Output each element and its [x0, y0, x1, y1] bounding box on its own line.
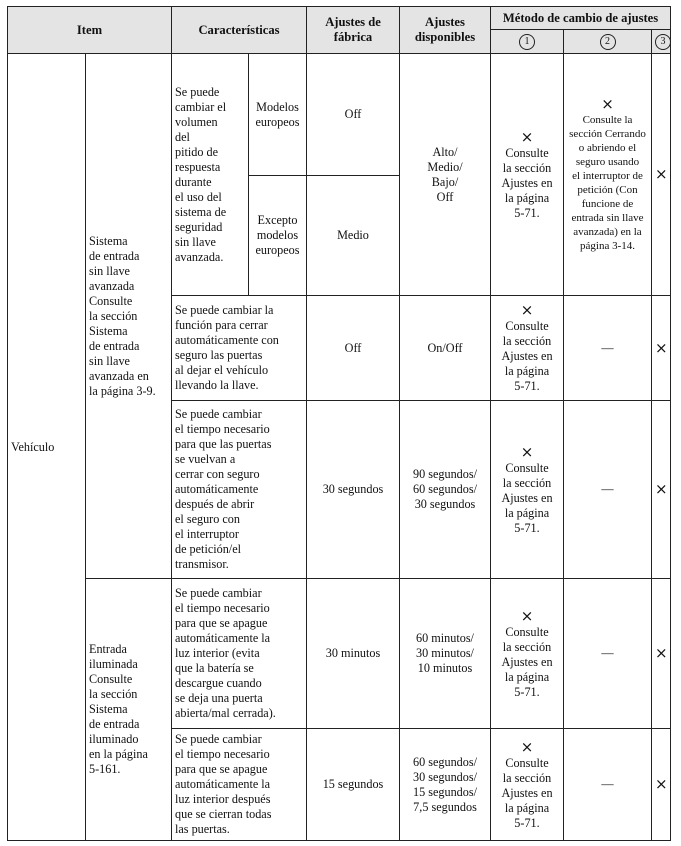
group-entrada-iluminada: Entrada iluminada Consulte la sección Sistema de entrada iluminado en la página 5-161.: [86, 579, 172, 841]
r1-m2-text: Consulte la sección Cerrando o abriendo el seguro usando el interruptor de petición (Con funcione de entrada sin llave avanzada) en la página 3-14.: [569, 114, 646, 252]
header-method-2: [564, 30, 652, 54]
circled-number-3: 3: [655, 34, 671, 50]
cross-mark-icon: ×: [655, 338, 668, 357]
r5-disponibles: 60 segundos/ 30 segundos/ 15 segundos/ 7,5 segundos: [400, 729, 491, 841]
r5-caracteristica: Se puede cambiar el tiempo necesario para que se apague automáticamente la luz interior después que se cierran todas las puertas.: [172, 729, 307, 841]
cross-mark-icon: ×: [655, 644, 668, 662]
r3-m1-text: Consulte la sección Ajustes en la página 5-71.: [501, 460, 553, 535]
header-method-1: [491, 30, 564, 54]
group-sistema-entrada: Sistema de entrada sin llave avanzada Consulte la sección Sistema de entrada sin llave avanzada en la página 3-9.: [86, 54, 172, 579]
header-ajustes-disponibles: Ajustes disponibles: [400, 7, 491, 54]
r2-method-1: [491, 296, 564, 401]
r4-fabrica: 30 minutos: [307, 579, 400, 729]
header-item: Item: [8, 7, 172, 54]
cross-mark-icon: ×: [655, 165, 668, 183]
r3-method-3: [652, 401, 671, 579]
cross-mark-icon: ×: [655, 775, 668, 793]
cross-mark-icon: ×: [520, 737, 534, 756]
r1-method-1: [491, 54, 564, 296]
cross-mark-icon: ×: [520, 606, 534, 625]
r2-disponibles: On/Off: [400, 296, 491, 401]
dash-mark-icon: —: [601, 340, 614, 355]
cross-mark-icon: ×: [520, 301, 534, 319]
r5-fabrica: 15 segundos: [307, 729, 400, 841]
r4-method-2: [564, 579, 652, 729]
r1-sub-modelos-europeos: Modelos europeos: [249, 54, 307, 176]
r5-method-3: [652, 729, 671, 841]
header-metodo: Método de cambio de ajustes: [491, 7, 671, 30]
r5-method-2: [564, 729, 652, 841]
r1-m1-text: Consulte la sección Ajustes en la página 5-71.: [501, 145, 553, 220]
cross-mark-icon: ×: [655, 480, 668, 498]
r4-method-1: [491, 579, 564, 729]
header-caracteristicas: Características: [172, 7, 307, 54]
r1-sub-excepto-europeos: Excepto modelos europeos: [249, 176, 307, 296]
settings-table: [7, 6, 671, 841]
circled-number-1: 1: [519, 34, 535, 50]
cross-mark-icon: ×: [520, 442, 534, 461]
r2-m1-text: Consulte la sección Ajustes en la página 5-71.: [501, 319, 553, 393]
r4-disponibles: 60 minutos/ 30 minutos/ 10 minutos: [400, 579, 491, 729]
cross-mark-icon: ×: [520, 127, 534, 146]
cross-mark-icon: ×: [601, 95, 614, 113]
r1-fabrica-b: Medio: [307, 176, 400, 296]
dash-mark-icon: —: [601, 482, 614, 496]
header-method-3: [652, 30, 671, 54]
r4-method-3: [652, 579, 671, 729]
header-ajustes-fabrica: Ajustes de fábrica: [307, 7, 400, 54]
r1-disponibles: Alto/ Medio/ Bajo/ Off: [400, 54, 491, 296]
r2-method-2: [564, 296, 652, 401]
r5-method-1: [491, 729, 564, 841]
r3-caracteristica: Se puede cambiar el tiempo necesario para que las puertas se vuelvan a cerrar con seguro automáticamente después de abrir el seguro con el interruptor de petición/el transmisor.: [172, 401, 307, 579]
r4-caracteristica: Se puede cambiar el tiempo necesario para que se apague automáticamente la luz interior (evita que la batería se descargue cuando se deja una puerta abierta/mal cerrada).: [172, 579, 307, 729]
r4-m1-text: Consulte la sección Ajustes en la página 5-71.: [501, 624, 553, 699]
r1-fabrica-a: Off: [307, 54, 400, 176]
dash-mark-icon: —: [601, 777, 614, 791]
item-vehiculo: Vehículo: [8, 54, 86, 841]
r1-caracteristica: Se puede cambiar el volumen del pitido de respuesta durante el uso del sistema de seguridad sin llave avanzada.: [172, 54, 249, 296]
r3-fabrica: 30 segundos: [307, 401, 400, 579]
r3-method-1: [491, 401, 564, 579]
r1-method-3: [652, 54, 671, 296]
r3-disponibles: 90 segundos/ 60 segundos/ 30 segundos: [400, 401, 491, 579]
r3-method-2: [564, 401, 652, 579]
dash-mark-icon: —: [601, 646, 614, 660]
circled-number-2: 2: [600, 34, 616, 50]
r2-method-3: [652, 296, 671, 401]
r1-method-2: [564, 54, 652, 296]
r2-caracteristica: Se puede cambiar la función para cerrar automáticamente con seguro las puertas al dejar el vehículo llevando la llave.: [172, 296, 307, 401]
r5-m1-text: Consulte la sección Ajustes en la página 5-71.: [501, 755, 553, 830]
r2-fabrica: Off: [307, 296, 400, 401]
